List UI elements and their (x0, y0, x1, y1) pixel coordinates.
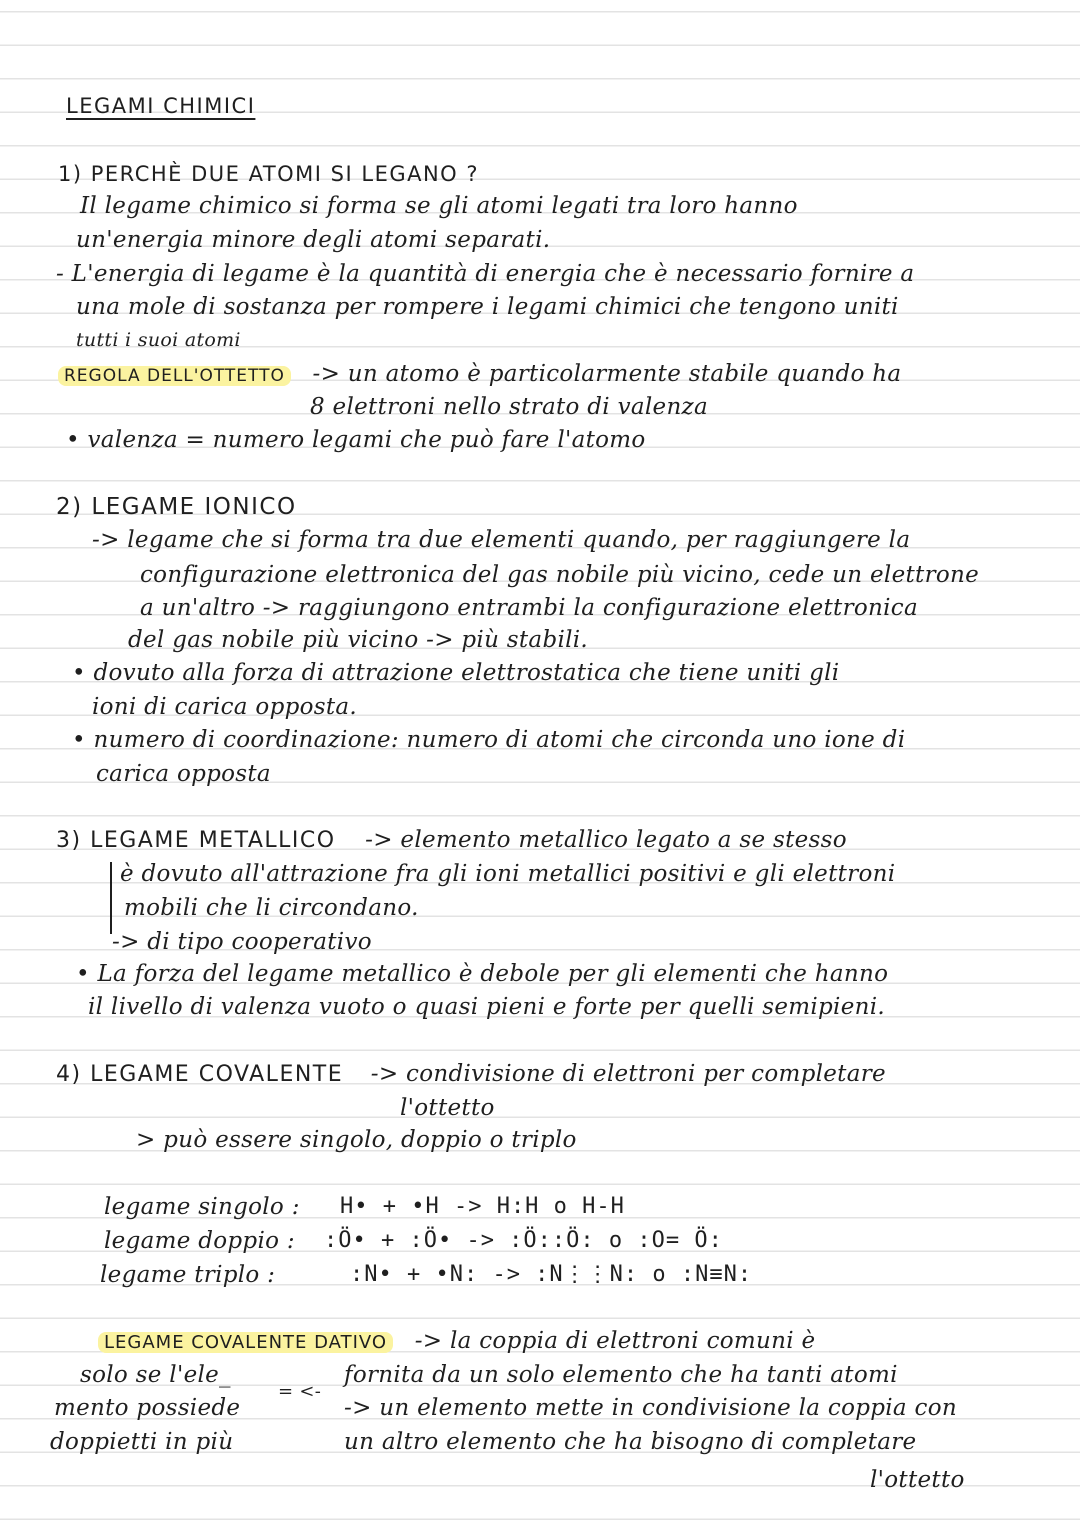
s2-line-4: del gas nobile più vicino -> più stabili. (128, 627, 589, 653)
s3-line-1: è dovuto all'attrazione fra gli ioni metallici positivi e gli elettroni (120, 861, 896, 887)
rule-highlight: REGOLA DELL'OTTETTO (58, 366, 291, 386)
s2-line-1: -> legame che si forma tra due elementi quando, per raggiungere la (92, 527, 911, 553)
s1-line-3: - L'energia di legame è la quantità di energia che è necessario fornire a (56, 261, 915, 287)
triple-bond-formula: :N• + •N: -> :N⋮⋮N: o :N≡N: (350, 1262, 753, 1287)
section-3-heading-row (56, 826, 847, 855)
dativo-line-1: -> la coppia di elettroni comuni è (414, 1328, 816, 1354)
dativo-row (98, 1327, 815, 1357)
dativo-line-3: -> un elemento mette in condivisione la coppia con (344, 1395, 957, 1421)
dativo-line-4: un altro elemento che ha bisogno di completare (344, 1429, 917, 1455)
rule-line (58, 360, 901, 390)
s3-line-3: -> di tipo cooperativo (112, 929, 372, 955)
s2-line-7: • numero di coordinazione: numero di atomi che circonda uno ione di (72, 727, 906, 753)
s2-line-5: • dovuto alla forza di attrazione elettrostatica che tiene uniti gli (72, 660, 840, 686)
section-3-heading-tail: -> elemento metallico legato a se stesso (365, 827, 847, 853)
rule-text: -> un atomo è particolarmente stabile quando ha (312, 361, 902, 387)
dativo-line-2: fornita da un solo elemento che ha tanti atomi (344, 1362, 898, 1388)
double-bond-formula: :Ö• + :Ö• -> :Ö::Ö: o :O= Ö: (324, 1228, 723, 1253)
section-3-bracket (110, 862, 112, 934)
rule-text-2: 8 elettroni nello strato di valenza (310, 394, 708, 420)
dativo-highlight: LEGAME COVALENTE DATIVO (98, 1332, 393, 1353)
s4-line-1: l'ottetto (400, 1095, 495, 1121)
s1-line-2: un'energia minore degli atomi separati. (76, 227, 551, 253)
section-1-heading: 1) PERCHÈ DUE ATOMI SI LEGANO ? (58, 162, 480, 186)
s3-line-4: • La forza del legame metallico è debole per gli elementi che hanno (76, 961, 889, 987)
section-2-heading: 2) LEGAME IONICO (56, 494, 297, 520)
dativo-line-5: l'ottetto (870, 1467, 965, 1493)
s2-line-3: a un'altro -> raggiungono entrambi la configurazione elettronica (140, 595, 918, 621)
dativo-arrow: = <- (278, 1381, 322, 1402)
single-bond-label: legame singolo : (104, 1194, 300, 1220)
s2-line-2: configurazione elettronica del gas nobile più vicino, cede un elettrone (140, 562, 980, 588)
double-bond-label: legame doppio : (104, 1228, 295, 1254)
section-4-heading: 4) LEGAME COVALENTE (56, 1062, 344, 1087)
s2-line-8: carica opposta (96, 761, 271, 787)
s1-line-5: tutti i suoi atomi (76, 329, 241, 351)
dativo-side-1: solo se l'ele_ (80, 1362, 231, 1388)
s3-line-2: mobili che li circondano. (124, 895, 419, 921)
triple-bond-label: legame triplo : (100, 1262, 276, 1288)
s4-line-2: > può essere singolo, doppio o triplo (136, 1127, 577, 1153)
section-3-heading: 3) LEGAME METALLICO (56, 828, 336, 853)
s1-line-1: Il legame chimico si forma se gli atomi legati tra loro hanno (80, 193, 798, 219)
s3-line-5: il livello di valenza vuoto o quasi pieni e forte per quelli semipieni. (88, 994, 885, 1020)
single-bond-formula: H• + •H -> H:H o H-H (340, 1194, 625, 1219)
valenza-line: • valenza = numero legami che può fare l'atomo (66, 427, 646, 453)
dativo-side-3: doppietti in più (50, 1429, 234, 1455)
s2-line-6: ioni di carica opposta. (92, 694, 358, 720)
page-title: LEGAMI CHIMICI (66, 94, 256, 118)
s1-line-4: una mole di sostanza per rompere i legami chimici che tengono uniti (76, 294, 899, 320)
section-4-heading-row (56, 1060, 886, 1089)
section-4-heading-tail: -> condivisione di elettroni per completare (370, 1061, 886, 1087)
dativo-side-2: mento possiede (54, 1395, 241, 1421)
